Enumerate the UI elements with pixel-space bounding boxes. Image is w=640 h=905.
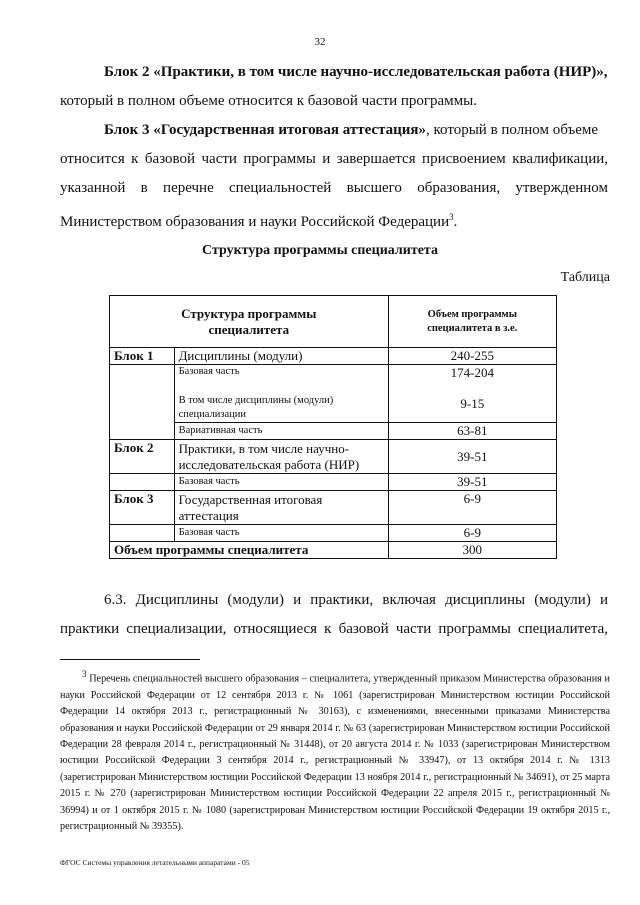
table-name-cell: Базовая часть <box>174 474 388 491</box>
block3-paragraph <box>60 116 608 237</box>
table-name-cell: Вариативная часть <box>174 423 388 440</box>
block3-line4 <box>60 203 608 237</box>
table-block-cell: Блок 2 <box>110 440 175 474</box>
table-value-cell: 240-255 <box>388 348 556 365</box>
table-header-volume <box>388 296 556 348</box>
table-row <box>110 491 557 525</box>
table-total-label: Объем программы специалитета <box>110 542 389 559</box>
table-header-volume-text: Объем программы специалитета в з.е. <box>427 308 518 334</box>
block2-paragraph <box>60 58 608 116</box>
table-header-structure <box>110 296 389 348</box>
table-name-cell: Базовая часть <box>174 525 388 542</box>
table-name-cell: Базовая часть <box>174 365 388 387</box>
table-block-cell-empty <box>110 365 175 440</box>
section-6-3-line1: 6.3. Дисциплины (модули) и практики, включая дисциплины (модули) и <box>104 592 608 608</box>
table-row <box>110 365 557 387</box>
table-total-value: 300 <box>388 542 556 559</box>
page-number: 32 <box>314 36 326 48</box>
page-footer: ФГОС Системы управления летательными аппаратами - 05 <box>60 858 250 867</box>
block3-line4-end: . <box>453 214 458 230</box>
footnote-ref: 3 <box>449 212 454 222</box>
table-value-cell: 63-81 <box>388 423 556 440</box>
table-value-cell: 39-51 <box>388 440 556 474</box>
table-row <box>110 525 557 542</box>
block3-title: Блок 3 «Государственная итоговая аттестация» <box>104 122 427 138</box>
table-name-text: В том числе дисциплины (модули) специализации <box>178 395 334 420</box>
block2-title: Блок 2 «Практики, в том числе научно-исследовательская работа (НИР)», <box>104 64 608 80</box>
table-row <box>110 348 557 365</box>
table-row <box>110 387 557 423</box>
block2-text: который в полном объеме относится к базовой части программы. <box>60 93 477 109</box>
table-name-text: Государственная итоговая аттестация <box>178 491 323 523</box>
table-block-cell: Блок 3 <box>110 491 175 525</box>
table-name-cell <box>174 491 388 525</box>
table-value-cell: 6-9 <box>388 491 556 525</box>
program-structure-table <box>109 295 557 559</box>
block3-line1 <box>60 116 608 145</box>
table-name-cell <box>174 440 388 474</box>
section-heading: Структура программы специалитета <box>202 243 438 258</box>
section-6-3-paragraph <box>60 586 608 644</box>
table-row <box>110 440 557 474</box>
table-name-cell: Дисциплины (модули) <box>174 348 388 365</box>
table-value-cell: 174-204 <box>388 365 556 387</box>
table-value-cell: 9-15 <box>388 387 556 423</box>
table-row <box>110 474 557 491</box>
table-name-text: Практики, в том числе научно-исследовательская работа (НИР) <box>178 440 360 472</box>
table-total-row <box>110 542 557 559</box>
table-block-cell-empty <box>110 474 175 491</box>
section-6-3-line2: практики специализации, относящиеся к базовой части программы специалитета, <box>60 621 608 637</box>
block3-line3: указанной в перечне специальностей высшего образования, утвержденном <box>60 180 608 196</box>
table-name-cell <box>174 387 388 423</box>
footnote-separator <box>60 659 200 660</box>
footnote-text: Перечень специальностей высшего образования – специалитета, утвержденный приказом Министерства образования и науки Российской Федерации от 12 сентября 2013 г. № 1061 (зарегистрирован Министерством юстиции Российской Федерации 14 октября 2013 г., регистрационный № 30163), с изменениями, внесенными приказами Министерства образования и науки Российской Федерации от 29 января 2014 г. № 63 (зарегистрирован Министерством юстиции Российской Федерации 28 февраля 2014 г., регистрационный № 31448), от 20 августа 2014 г. № 1033 (зарегистрирован Министерством юстиции Российской Федерации 3 сентября 2014 г., регистрационный № 33947), от 13 октября 2014 г. № 1313 (зарегистрирован Министерством юстиции Российской Федерации 13 ноября 2014 г., регистрационный № 34691), от 25 марта 2015 г. № 270 (зарегистрирован Министерством юстиции Российской Федерации 22 апреля 2015 г., регистрационный № 36994) и от 1 октября 2015 г. № 1080 (зарегистрирован Министерством юстиции Российской Федерации 19 октября 2015 г., регистрационный № 39355). <box>60 673 611 833</box>
table-header-structure-text: Структура программы специалитета <box>181 305 317 337</box>
table-block-cell: Блок 1 <box>110 348 175 365</box>
table-label: Таблица <box>560 270 610 285</box>
block3-line2: относится к базовой части программы и завершается присвоением квалификации, <box>60 151 608 167</box>
table-row <box>110 423 557 440</box>
table-block-cell-empty <box>110 525 175 542</box>
footnote-number: 3 <box>82 669 87 679</box>
table-header-row <box>110 296 557 348</box>
block3-line1-rest: , который в полном объеме <box>426 122 599 138</box>
table-value-cell: 39-51 <box>388 474 556 491</box>
block3-line4-text: Министерством образования и науки Российской Федерации <box>60 214 450 230</box>
table-value-cell: 6-9 <box>388 525 556 542</box>
footnote <box>60 666 610 835</box>
